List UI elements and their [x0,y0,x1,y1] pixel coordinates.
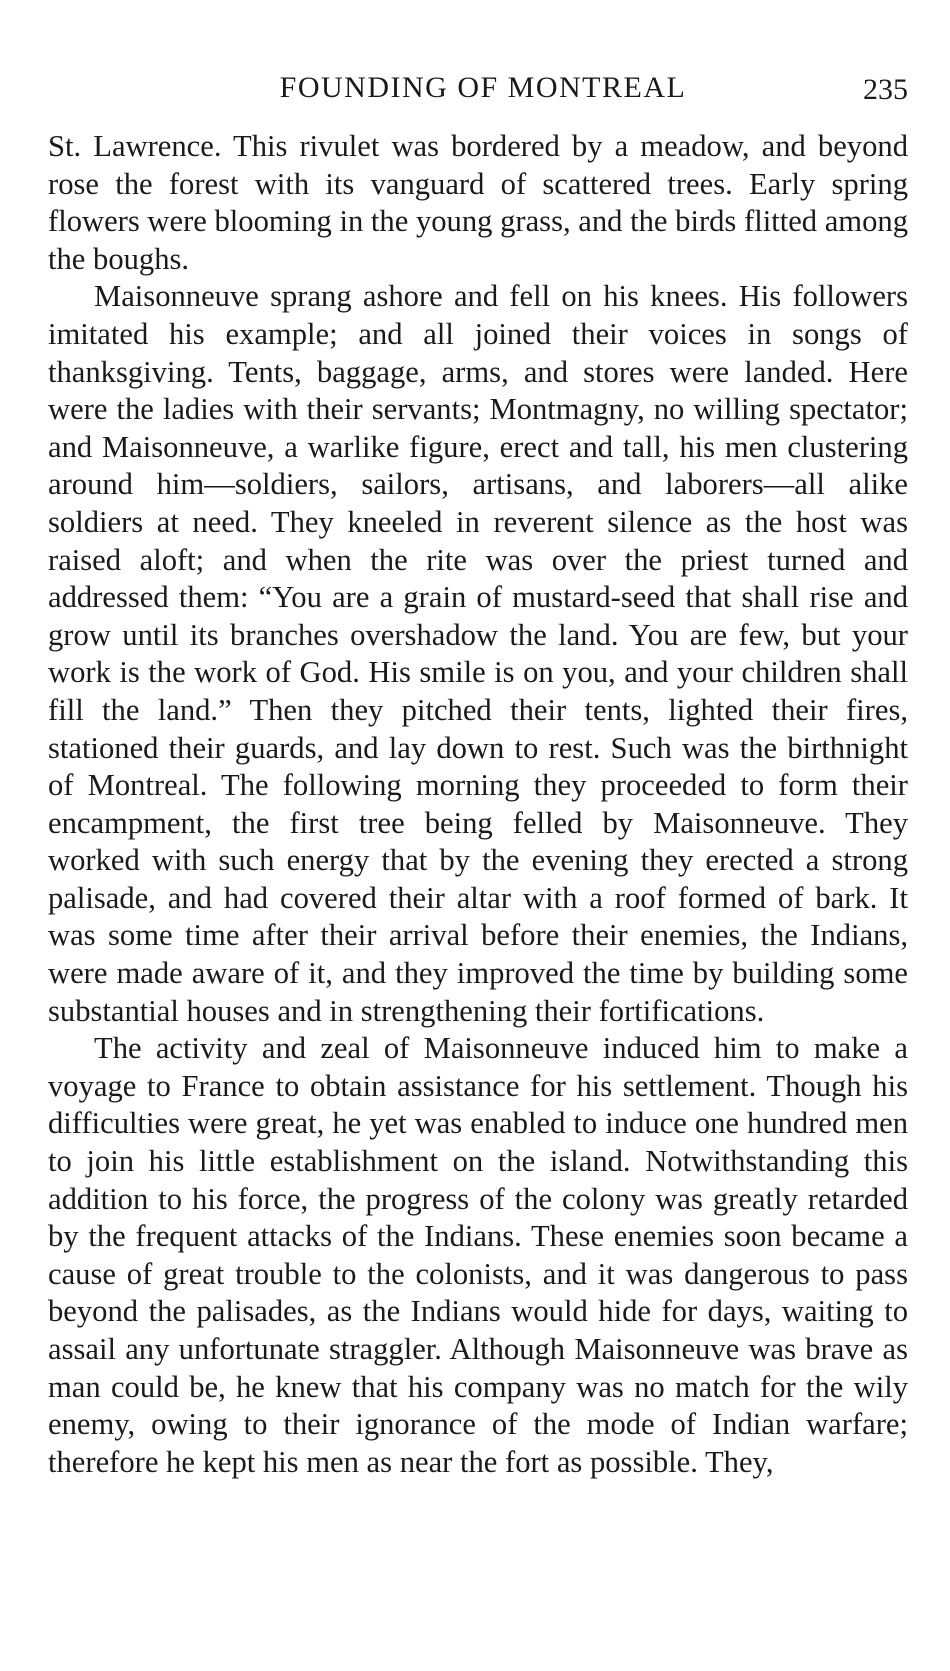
paragraph-landing: Maisonneuve sprang ashore and fell on his knees. His followers imitated his example; and all joined their voices in songs of thanksgiving. Tents, baggage, arms, and stores were landed. Here were the ladies with their servants; Montmagny, no willing spectator; and Maisonneuve, a warlike figure, erect and tall, his men clustering around him—soldiers, sailors, artisans, and laborers—all alike soldiers at need. They kneeled in reverent silence as the host was raised aloft; and when the rite was over the priest turned and addressed them: “You are a grain of mustard-seed that shall rise and grow until its branches overshadow the land. You are few, but your work is the work of God. His smile is on you, and your children shall fill the land.” Then they pitched their tents, lighted their fires, stationed their guards, and lay down to rest. Such was the birthnight of Montreal. The following morning they proceeded to form their encampment, the first tree being felled by Maisonneuve. They worked with such energy that by the evening they erected a strong palisade, and had covered their altar with a roof formed of bark. It was some time after their arrival before their enemies, the Indians, were made aware of it, and they improved the time by building some substantial houses and in strengthening their fortifications. [48,279,908,1028]
page-number: 235 [863,73,908,106]
paragraph-voyage: The activity and zeal of Maisonneuve induced him to make a voyage to France to obtain assistance for his settlement. Though his difficulties were great, he yet was enabled to induce one hundred men to join his little establishment on the island. Notwithstanding this addition to his force, the progress of the colony was greatly retarded by the frequent attacks of the Indians. These enemies soon became a cause of great trouble to the colonists, and it was dangerous to pass beyond the palisades, as the Indians would hide for days, waiting to assail any unfortunate straggler. Although Maisonneuve was brave as man could be, he knew that his company was no match for the wily enemy, owing to their ignorance of the mode of Indian warfare; therefore he kept his men as near the fort as possible. They, [48,1031,908,1479]
body-text [48,128,908,1481]
book-page [48,68,908,1481]
paragraph-continuation: St. Lawrence. This rivulet was bordered by a meadow, and beyond rose the forest with its vanguard of scattered trees. Early spring flowers were blooming in the young grass, and the birds flitted among the boughs. [48,129,908,276]
running-title: FOUNDING OF MONTREAL [279,71,687,104]
running-head [48,68,908,118]
